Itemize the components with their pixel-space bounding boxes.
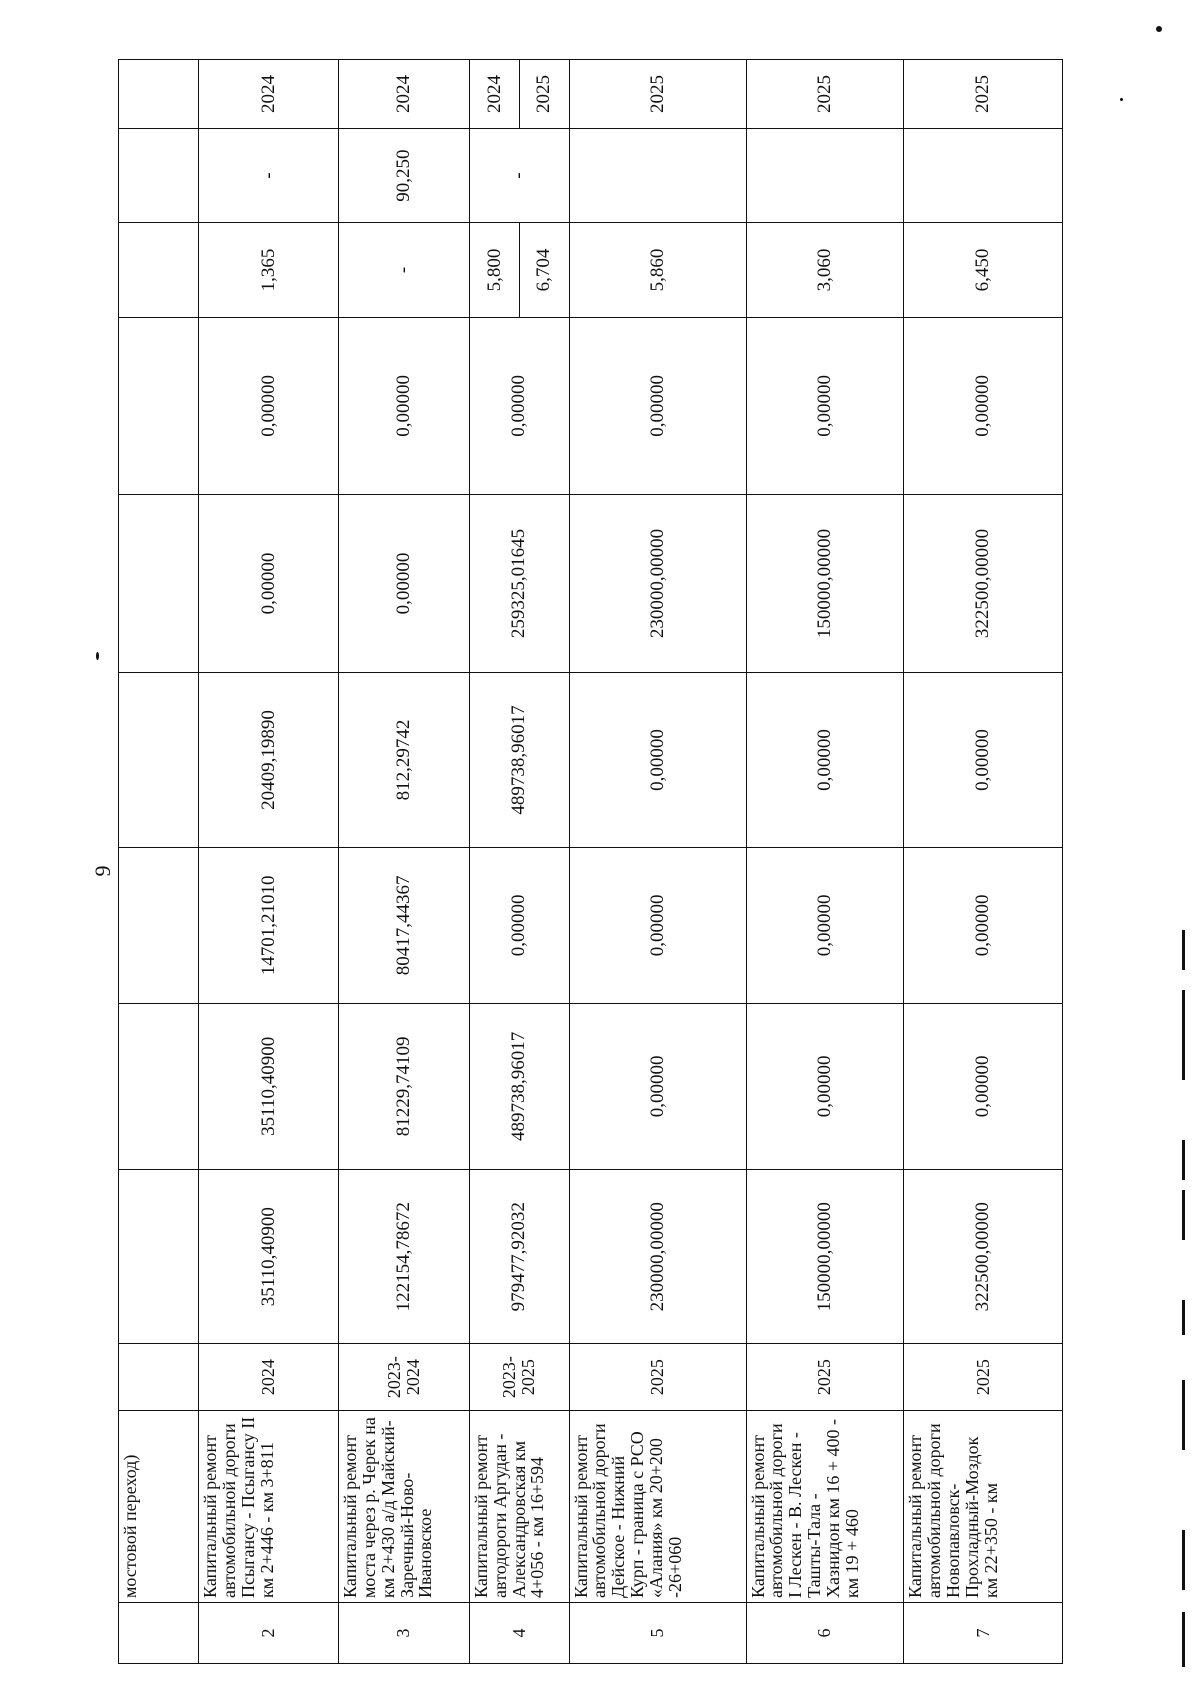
table-cell: [119, 848, 199, 1003]
cost-col2: 35110,40900: [199, 1003, 338, 1170]
table-cell-name: мостовой переход): [119, 1410, 199, 1602]
cost-col2: 81229,74109: [338, 1003, 469, 1170]
cost-col3: 0,00000: [469, 848, 569, 1003]
cost-col5: 150000,00000: [746, 495, 904, 673]
year: 2025: [569, 60, 746, 129]
table-cell: [119, 1003, 199, 1170]
period: 2023-2025: [469, 1344, 569, 1411]
length-km: 1,365: [199, 223, 338, 317]
year: 2025: [746, 60, 904, 129]
period: 2023-2024: [338, 1344, 469, 1411]
scan-speck: [1156, 26, 1162, 32]
object-list-table: [118, 59, 1063, 1664]
cost-col5: 230000,00000: [569, 495, 746, 673]
cost-col4: 812,29742: [338, 672, 469, 847]
cost-col4: 489738,96017: [469, 672, 569, 847]
object-name: Капитальный ремонт автомобильной дороги Псыгансу - Псыгансу II км 2+446 - км 3+811: [199, 1410, 338, 1602]
scan-mark: [1182, 1300, 1185, 1335]
table-row: [469, 60, 519, 1664]
cost-col6: 0,00000: [469, 317, 569, 495]
cost-col6: 0,00000: [904, 317, 1063, 495]
cost-col5: 0,00000: [199, 495, 338, 673]
row-number: 2: [199, 1602, 338, 1663]
cost-col2: 489738,96017: [469, 1003, 569, 1170]
table-row: [338, 60, 469, 1664]
scan-mark: [1182, 1612, 1185, 1667]
cost-col6: 0,00000: [338, 317, 469, 495]
cost-col2: 0,00000: [746, 1003, 904, 1170]
cost-col6: 0,00000: [746, 317, 904, 495]
object-name: Капитальный ремонт автодороги Аргудан - Александровская км 4+056 - км 16+594: [469, 1410, 569, 1602]
table-row: [746, 60, 904, 1664]
cost-col3: 0,00000: [746, 848, 904, 1003]
scan-mark: [1182, 1380, 1185, 1450]
area-value: [904, 128, 1063, 222]
year: 2025: [904, 60, 1063, 129]
page-number: 9: [90, 865, 115, 877]
table-cell: [119, 1602, 199, 1663]
scan-speck: [1120, 98, 1123, 101]
table-cell: [119, 317, 199, 495]
row-number: 5: [569, 1602, 746, 1663]
cost-col3: 14701,21010: [199, 848, 338, 1003]
period: 2025: [746, 1344, 904, 1411]
period: 2025: [569, 1344, 746, 1411]
row-number: 7: [904, 1602, 1063, 1663]
cost-col6: 0,00000: [199, 317, 338, 495]
area-value: [569, 128, 746, 222]
table-row: [119, 60, 199, 1664]
area-value: -: [199, 128, 338, 222]
year: 2025: [520, 60, 569, 129]
table-cell: [119, 60, 199, 129]
cost-total: 35110,40900: [199, 1170, 338, 1344]
cost-col6: 0,00000: [569, 317, 746, 495]
scan-mark: [1182, 930, 1185, 970]
scan-mark: [1182, 1190, 1185, 1240]
cost-total: 122154,78672: [338, 1170, 469, 1344]
cost-col5: 0,00000: [338, 495, 469, 673]
cost-col4: 20409,19890: [199, 672, 338, 847]
length-km: 5,800: [469, 223, 519, 317]
cost-total: 322500,00000: [904, 1170, 1063, 1344]
cost-col5: 322500,00000: [904, 495, 1063, 673]
object-name: Капитальный ремонт автомобильной дороги I Лескен - В. Лескен - Ташты-Тала - Хазнидон км 16 + 400 - км 19 + 460: [746, 1410, 904, 1602]
table-cell: [119, 128, 199, 222]
cost-col3: 0,00000: [904, 848, 1063, 1003]
cost-total: 150000,00000: [746, 1170, 904, 1344]
scan-speck: [96, 652, 99, 660]
scan-mark: [1182, 990, 1185, 1080]
table-cell: [119, 672, 199, 847]
object-name: Капитальный ремонт моста через р. Черек на км 2+430 а/д Майский-Заречный-Ново-Ивановское: [338, 1410, 469, 1602]
area-value: [746, 128, 904, 222]
period: 2024: [199, 1344, 338, 1411]
year: 2024: [338, 60, 469, 129]
length-km: 5,860: [569, 223, 746, 317]
rotated-table-container: [118, 59, 1063, 1664]
table-cell: [119, 495, 199, 673]
table-cell: [119, 1344, 199, 1411]
cost-col5: 259325,01645: [469, 495, 569, 673]
cost-total: 230000,00000: [569, 1170, 746, 1344]
cost-col3: 0,00000: [569, 848, 746, 1003]
table-row: [569, 60, 746, 1664]
row-number: 3: [338, 1602, 469, 1663]
scan-mark: [1182, 1140, 1185, 1180]
year: 2024: [469, 60, 519, 129]
length-km: 3,060: [746, 223, 904, 317]
table-cell: [119, 1170, 199, 1344]
cost-col2: 0,00000: [904, 1003, 1063, 1170]
table-cell: [119, 223, 199, 317]
object-name: Капитальный ремонт автомобильной дороги Новопавловск-Прохладный-Моздок км 22+350 - км: [904, 1410, 1063, 1602]
table-row: [199, 60, 338, 1664]
cost-col3: 80417,44367: [338, 848, 469, 1003]
area-value: 90,250: [338, 128, 469, 222]
area-value: -: [469, 128, 569, 222]
row-number: 6: [746, 1602, 904, 1663]
period: 2025: [904, 1344, 1063, 1411]
object-name: Капитальный ремонт автомобильной дороги Дейское - Нижний Курп - граница с РСО «Алания» км 20+200 -26+060: [569, 1410, 746, 1602]
row-number: 4: [469, 1602, 569, 1663]
table-row: [904, 60, 1063, 1664]
scan-mark: [1182, 1530, 1185, 1590]
year: 2024: [199, 60, 338, 129]
length-km: -: [338, 223, 469, 317]
cost-col4: 0,00000: [569, 672, 746, 847]
length-km: 6,450: [904, 223, 1063, 317]
length-km: 6,704: [520, 223, 569, 317]
cost-total: 979477,92032: [469, 1170, 569, 1344]
cost-col2: 0,00000: [569, 1003, 746, 1170]
cost-col4: 0,00000: [904, 672, 1063, 847]
cost-col4: 0,00000: [746, 672, 904, 847]
